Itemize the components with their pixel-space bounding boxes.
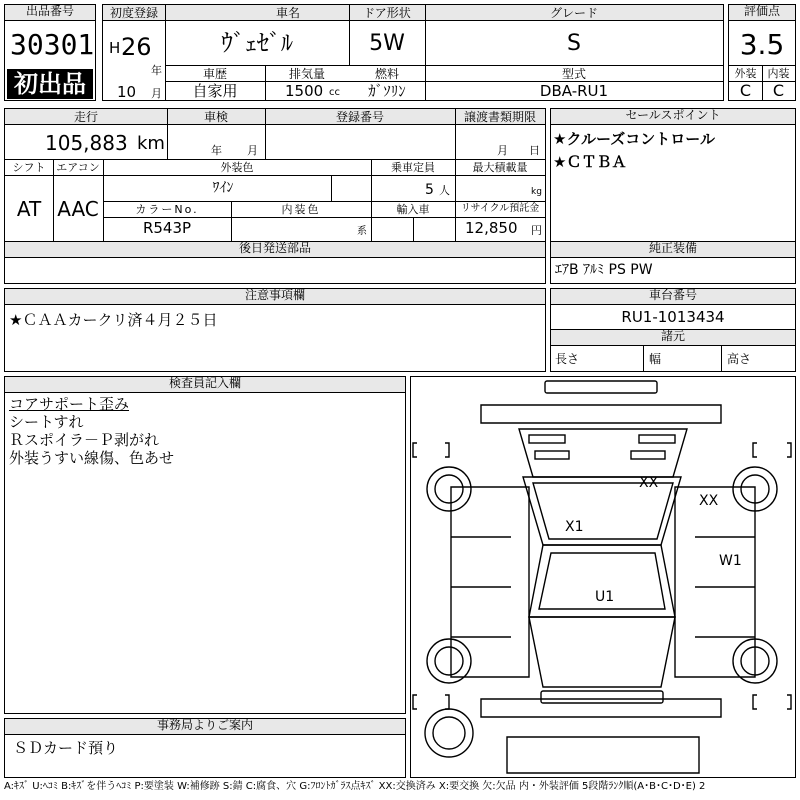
displacement-value: 1500 <box>285 82 324 100</box>
history-label: 車歴 <box>202 67 227 81</box>
fuel-value: ｶﾞｿﾘﾝ <box>368 82 406 100</box>
inspector-label: 検査員記入欄 <box>5 377 405 393</box>
registration-year: 26 <box>121 33 152 61</box>
notes-label: 注意事項欄 <box>5 289 545 305</box>
model-label: 型式 <box>561 67 586 81</box>
inspection-label: 車検 <box>203 110 228 124</box>
detail-box <box>4 108 546 284</box>
exterior-score-value: C <box>739 81 752 100</box>
door-label: ドア形状 <box>363 6 411 20</box>
inspector-line-1: コアサポート歪み <box>9 395 130 413</box>
color-no-label: カラーNo. <box>135 203 199 216</box>
interior-score-label: 内装 <box>767 67 790 80</box>
equipment-label: 純正装備 <box>551 242 795 258</box>
history-value: 自家用 <box>192 82 238 100</box>
chassis-label: 車台番号 <box>551 289 795 305</box>
score-box <box>728 4 796 101</box>
displacement-unit: cc <box>329 87 340 98</box>
registration-month: 10 <box>117 83 137 101</box>
damage-mark-x1: X1 <box>565 519 584 535</box>
damage-mark-w1: W1 <box>719 553 742 569</box>
displacement-label: 排気量 <box>288 67 325 81</box>
damage-mark-u1: U1 <box>595 589 615 605</box>
chassis-box <box>550 288 796 372</box>
recycle-label: リサイクル預託金 <box>460 203 540 214</box>
registration-month-unit: 月 <box>151 87 162 100</box>
transfer-label: 譲渡書類期限 <box>463 110 536 124</box>
shift-value: AT <box>16 197 42 221</box>
car-diagram-box <box>410 376 796 778</box>
interior-score-value: C <box>772 81 785 100</box>
dims-label: 諸元 <box>551 330 795 346</box>
exterior-score-label: 外装 <box>734 67 757 80</box>
plate-label: 登録番号 <box>335 110 384 124</box>
transfer-month-unit: 月 <box>497 144 508 157</box>
registration-label: 初度登録 <box>109 6 158 20</box>
aircon-value: AAC <box>57 197 99 221</box>
recycle-value: 12,850 <box>465 219 518 237</box>
car-name-label: 車名 <box>275 6 300 20</box>
notes-box <box>4 288 546 372</box>
dims-length: 長さ <box>555 352 580 366</box>
aircon-label: エアコン <box>56 161 100 174</box>
model-value: DBA-RU1 <box>539 82 609 100</box>
sales-item-2: ★ＣＴＢＡ <box>553 153 627 171</box>
damage-mark-xx-right: XX <box>699 493 719 509</box>
mileage-label: 走行 <box>73 110 98 124</box>
inspector-box <box>4 376 406 714</box>
shift-label: シフト <box>12 161 46 174</box>
equipment-value: ｴｱB ｱﾙﾐ PS PW <box>555 262 653 278</box>
dims-height: 高さ <box>727 352 752 366</box>
registration-year-unit: 年 <box>151 64 162 77</box>
score-label: 評価点 <box>729 5 795 21</box>
inspector-line-4: 外装うすい線傷、色あせ <box>9 449 175 467</box>
grade-value: S <box>567 31 581 56</box>
score-value: 3.5 <box>739 28 785 61</box>
inspection-year-unit: 年 <box>211 144 222 157</box>
car-name-value: ｳﾞｪｾﾞﾙ <box>221 29 293 57</box>
max-load-label: 最大積載量 <box>472 161 528 174</box>
max-load-unit: kg <box>531 187 542 197</box>
capacity-label: 乗車定員 <box>391 161 435 174</box>
import-label: 輸入車 <box>396 203 430 216</box>
office-box <box>4 718 406 778</box>
interior-color-unit: 系 <box>357 226 367 237</box>
lot-box <box>4 4 96 101</box>
exterior-color-label: 外装色 <box>220 161 254 174</box>
car-header-box <box>102 4 724 101</box>
capacity-unit: 人 <box>439 184 450 197</box>
lot-number: 30301 <box>10 28 95 61</box>
transfer-day-unit: 日 <box>529 144 540 157</box>
exterior-color-value: ﾜｲﾝ <box>212 180 234 196</box>
registration-era: H <box>109 39 121 57</box>
recycle-unit: 円 <box>531 224 542 237</box>
legend-text: A:ｷｽﾞ U:ﾍｺﾐ B:ｷｽﾞを伴うﾍｺﾐ P:要塗装 W:補修跡 S:錆 C:腐食、穴 G:ﾌﾛﾝﾄｶﾞﾗｽ点ｷｽﾞ XX:交換済み X:要交換 欠:欠品 内・外装評価 5段階ﾗﾝｸ順(A･B･C･D･E) 2 <box>4 781 706 792</box>
mileage-value: 105,883 <box>45 131 128 155</box>
inspection-month-unit: 月 <box>247 144 258 157</box>
dims-width: 幅 <box>649 352 662 366</box>
sales-item-1: ★クルーズコントロール <box>553 130 715 148</box>
notes-value: ★ＣＡＡカークリ済４月２５日 <box>9 311 218 329</box>
color-no-value: R543P <box>142 219 192 237</box>
later-parts-label: 後日発送部品 <box>5 242 545 258</box>
chassis-value: RU1-1013434 <box>621 308 725 326</box>
first-listing-badge: 初出品 <box>7 69 93 99</box>
sales-box <box>550 108 796 284</box>
fuel-label: 燃料 <box>374 67 399 81</box>
capacity-value: 5 <box>425 182 434 198</box>
inspector-line-3: Ｒスポイラ－Ｐ剥がれ <box>9 431 160 449</box>
office-label: 事務局よりご案内 <box>5 719 405 735</box>
grade-label: グレード <box>549 6 598 20</box>
mileage-unit: km <box>137 133 165 154</box>
office-value: ＳＤカード預り <box>13 739 119 757</box>
car-diagram <box>411 377 795 777</box>
inspector-line-2: シートすれ <box>9 413 84 431</box>
interior-color-label: 内装色 <box>281 203 321 216</box>
sales-label: セールスポイント <box>551 109 795 125</box>
damage-mark-xx-hood: XX <box>639 475 659 491</box>
lot-label: 出品番号 <box>5 5 95 21</box>
door-value: 5W <box>369 31 405 56</box>
